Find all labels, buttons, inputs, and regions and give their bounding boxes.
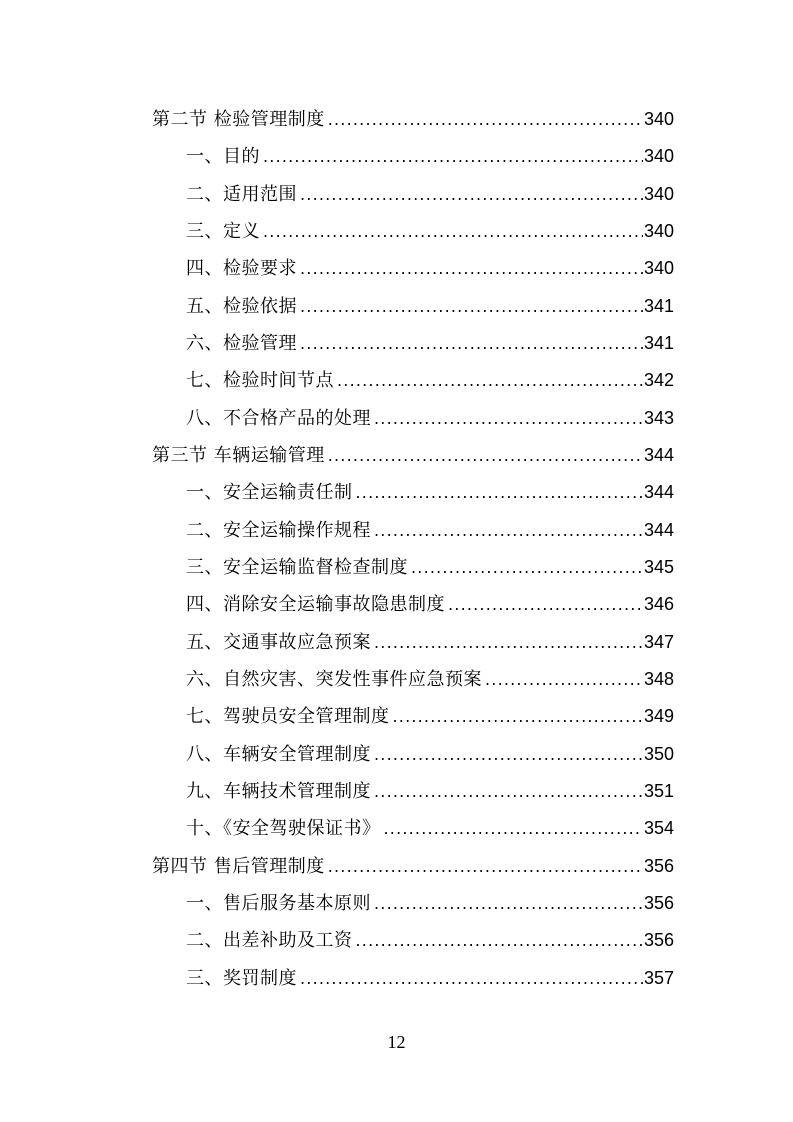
toc-leader	[374, 890, 643, 917]
toc-page-number: 356	[643, 856, 674, 876]
toc-page-number: 356	[643, 893, 674, 913]
toc-label: 一、安全运输责任制	[186, 482, 353, 503]
toc-leader	[393, 703, 643, 730]
toc-page-number: 357	[643, 968, 674, 988]
toc-label: 六、检验管理	[186, 333, 297, 354]
toc-leader	[263, 218, 643, 245]
toc-leader	[356, 479, 643, 506]
toc-page-number: 350	[643, 744, 674, 764]
toc-label: 四、消除安全运输事故隐患制度	[186, 594, 445, 615]
toc-item[interactable]	[186, 217, 674, 245]
toc-item[interactable]	[186, 926, 674, 954]
toc-item[interactable]	[186, 404, 674, 432]
toc-section-3[interactable]	[152, 441, 674, 469]
toc-label: 十、《安全驾驶保证书》	[186, 818, 381, 839]
toc-label: 一、售后服务基本原则	[186, 893, 371, 914]
toc-leader	[374, 629, 643, 656]
toc-label: 二、安全运输操作规程	[186, 520, 371, 541]
toc-label: 五、交通事故应急预案	[186, 632, 371, 653]
toc-page-number: 341	[643, 333, 674, 353]
toc-page-number: 340	[643, 109, 674, 129]
toc-label: 第二节 检验管理制度	[152, 109, 325, 130]
toc-leader	[300, 330, 643, 357]
toc-label: 六、自然灾害、突发性事件应急预案	[186, 669, 482, 690]
toc-leader	[374, 778, 643, 805]
toc-page-number: 343	[643, 408, 674, 428]
toc-item[interactable]	[186, 964, 674, 992]
toc-leader	[300, 181, 643, 208]
toc-section-4[interactable]	[152, 852, 674, 880]
toc-leader	[300, 293, 643, 320]
page-number: 12	[387, 1032, 406, 1052]
toc-page-number: 340	[643, 258, 674, 278]
toc-item[interactable]	[186, 777, 674, 805]
toc-label: 五、检验依据	[186, 296, 297, 317]
toc-leader	[263, 143, 643, 170]
toc-item[interactable]	[186, 553, 674, 581]
toc-leader	[485, 666, 643, 693]
toc-leader	[384, 815, 643, 842]
toc-label: 七、驾驶员安全管理制度	[186, 706, 390, 727]
toc-label: 一、目的	[186, 146, 260, 167]
toc-item[interactable]	[186, 366, 674, 394]
toc-label: 第三节 车辆运输管理	[152, 445, 325, 466]
toc-item[interactable]	[186, 702, 674, 730]
toc-item[interactable]	[186, 329, 674, 357]
toc-item[interactable]	[186, 478, 674, 506]
toc-page-number: 344	[643, 482, 674, 502]
toc-label: 四、检验要求	[186, 258, 297, 279]
toc-leader	[328, 106, 643, 133]
toc-label: 三、奖罚制度	[186, 968, 297, 989]
toc-item[interactable]	[186, 740, 674, 768]
toc-page-number: 346	[643, 594, 674, 614]
toc-leader	[328, 853, 643, 880]
toc-section-2[interactable]	[152, 105, 674, 133]
toc-label: 二、适用范围	[186, 184, 297, 205]
toc-page-number: 341	[643, 296, 674, 316]
toc-page-number: 340	[643, 146, 674, 166]
toc-leader	[374, 517, 643, 544]
toc-label: 第四节 售后管理制度	[152, 856, 325, 877]
toc-page-number: 347	[643, 632, 674, 652]
toc-label: 九、车辆技术管理制度	[186, 781, 371, 802]
toc-page-number: 348	[643, 669, 674, 689]
toc-label: 三、安全运输监督检查制度	[186, 557, 408, 578]
toc-item[interactable]	[186, 142, 674, 170]
toc-leader	[374, 405, 643, 432]
toc-label: 二、出差补助及工资	[186, 930, 353, 951]
toc-page-number: 342	[643, 370, 674, 390]
toc-page-number: 356	[643, 930, 674, 950]
toc-item[interactable]	[186, 814, 674, 842]
toc-item[interactable]	[186, 180, 674, 208]
toc-page-number: 344	[643, 445, 674, 465]
toc-page-number: 344	[643, 520, 674, 540]
toc-page-number: 340	[643, 184, 674, 204]
toc-item[interactable]	[186, 292, 674, 320]
toc-leader	[356, 927, 643, 954]
toc-label: 三、定义	[186, 221, 260, 242]
toc-item[interactable]	[186, 665, 674, 693]
toc-leader	[300, 255, 643, 282]
toc-item[interactable]	[186, 254, 674, 282]
toc-page-number: 345	[643, 557, 674, 577]
toc-page-number: 354	[643, 818, 674, 838]
toc-leader	[328, 442, 643, 469]
toc-item[interactable]	[186, 590, 674, 618]
toc-leader	[374, 741, 643, 768]
toc-label: 七、检验时间节点	[186, 370, 334, 391]
toc-item[interactable]	[186, 889, 674, 917]
toc-page-number: 340	[643, 221, 674, 241]
toc-label: 八、不合格产品的处理	[186, 408, 371, 429]
toc-leader	[411, 554, 643, 581]
toc-item[interactable]	[186, 628, 674, 656]
toc-leader	[300, 965, 643, 992]
toc-label: 八、车辆安全管理制度	[186, 744, 371, 765]
toc-leader	[337, 367, 643, 394]
toc-item[interactable]	[186, 516, 674, 544]
toc-page-number: 349	[643, 706, 674, 726]
toc-page-number: 351	[643, 781, 674, 801]
toc-leader	[448, 591, 643, 618]
